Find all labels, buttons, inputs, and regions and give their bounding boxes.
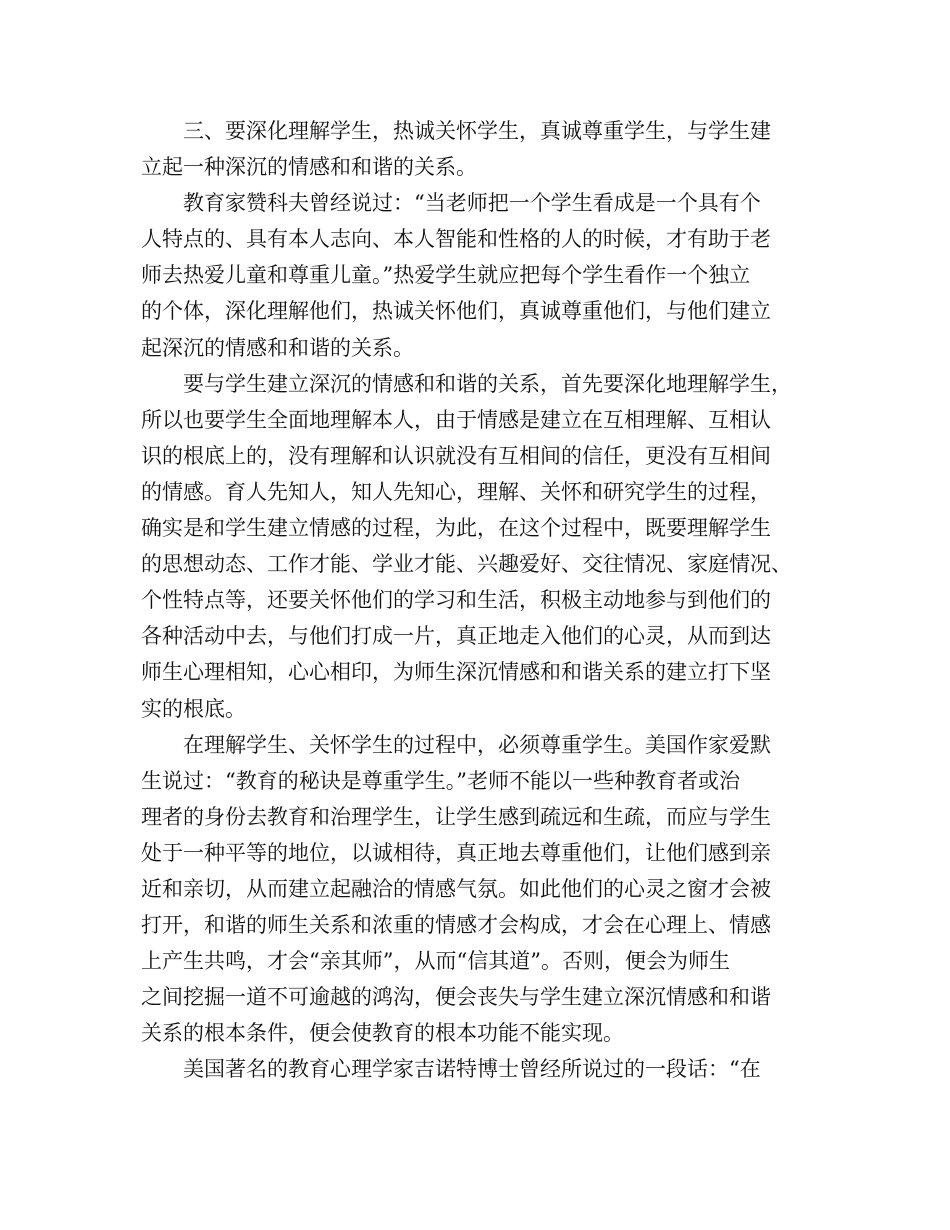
text-line: 起深沉的情感和和谐的关系。 <box>141 335 414 360</box>
text-line: 实的根底。 <box>141 696 246 721</box>
text-line: 的思想动态、工作才能、学业才能、兴趣爱好、交往情况、家庭情况、 <box>141 552 792 577</box>
text-line: 近和亲切，从而建立起融洽的情感气氛。如此他们的心灵之窗才会被 <box>141 876 771 901</box>
text-line: 个性特点等，还要关怀他们的学习和生活，积极主动地参与到他们的 <box>141 588 771 613</box>
text-line: 确实是和学生建立情感的过程，为此，在这个过程中，既要理解学生 <box>141 516 771 541</box>
text-line: 之间挖掘一道不可逾越的鸿沟，便会丧失与学生建立深沉情感和和谐 <box>141 985 771 1010</box>
text-line: 处于一种平等的地位，以诚相待，真正地去尊重他们，让他们感到亲 <box>141 840 771 865</box>
paragraph <box>141 366 841 727</box>
paragraph <box>141 727 841 1052</box>
text-line: 美国著名的教育心理学家吉诺特博士曾经所说过的一段话：“在 <box>141 1057 761 1082</box>
text-line: 生说过：“教育的秘诀是尊重学生。”老师不能以一些种教育者或治 <box>141 768 740 793</box>
text-line: 立起一种深沉的情感和和谐的关系。 <box>141 155 477 180</box>
text-line: 的情感。育人先知人，知人先知心，理解、关怀和研究学生的过程， <box>141 479 771 504</box>
text-line: 人特点的、具有本人志向、本人智能和性格的人的时候，才有助于老 <box>141 227 771 252</box>
paragraph <box>141 113 841 185</box>
paragraph <box>141 185 841 365</box>
text-line: 师去热爱儿童和尊重儿童。”热爱学生就应把每个学生看作一个独立 <box>141 263 751 288</box>
text-line: 教育家赞科夫曾经说过：“当老师把一个学生看成是一个具有个 <box>141 191 761 216</box>
text-line: 要与学生建立深沉的情感和和谐的关系，首先要深化地理解学生， <box>141 371 792 396</box>
text-line: 理者的身份去教育和治理学生，让学生感到疏远和生疏，而应与学生 <box>141 804 771 829</box>
text-line: 关系的根本条件，便会使教育的根本功能不能实现。 <box>141 1021 624 1046</box>
document-body <box>141 113 841 1088</box>
text-line: 所以也要学生全面地理解本人，由于情感是建立在互相理解、互相认 <box>141 407 771 432</box>
text-line: 的个体，深化理解他们，热诚关怀他们，真诚尊重他们，与他们建立 <box>141 299 771 324</box>
text-line: 三、要深化理解学生，热诚关怀学生，真诚尊重学生，与学生建 <box>141 119 771 143</box>
text-line: 师生心理相知，心心相印，为师生深沉情感和和谐关系的建立打下坚 <box>141 660 771 685</box>
text-line: 打开，和谐的师生关系和浓重的情感才会构成，才会在心理上、情感 <box>141 913 771 938</box>
text-line: 各种活动中去，与他们打成一片，真正地走入他们的心灵，从而到达 <box>141 624 771 649</box>
text-line: 上产生共鸣，才会“亲其师”，从而“信其道”。否则，便会为师生 <box>141 949 730 974</box>
paragraph <box>141 1051 841 1087</box>
text-line: 在理解学生、关怀学生的过程中，必须尊重学生。美国作家爱默 <box>141 732 771 757</box>
text-line: 识的根底上的，没有理解和认识就没有互相间的信任，更没有互相间 <box>141 443 771 468</box>
